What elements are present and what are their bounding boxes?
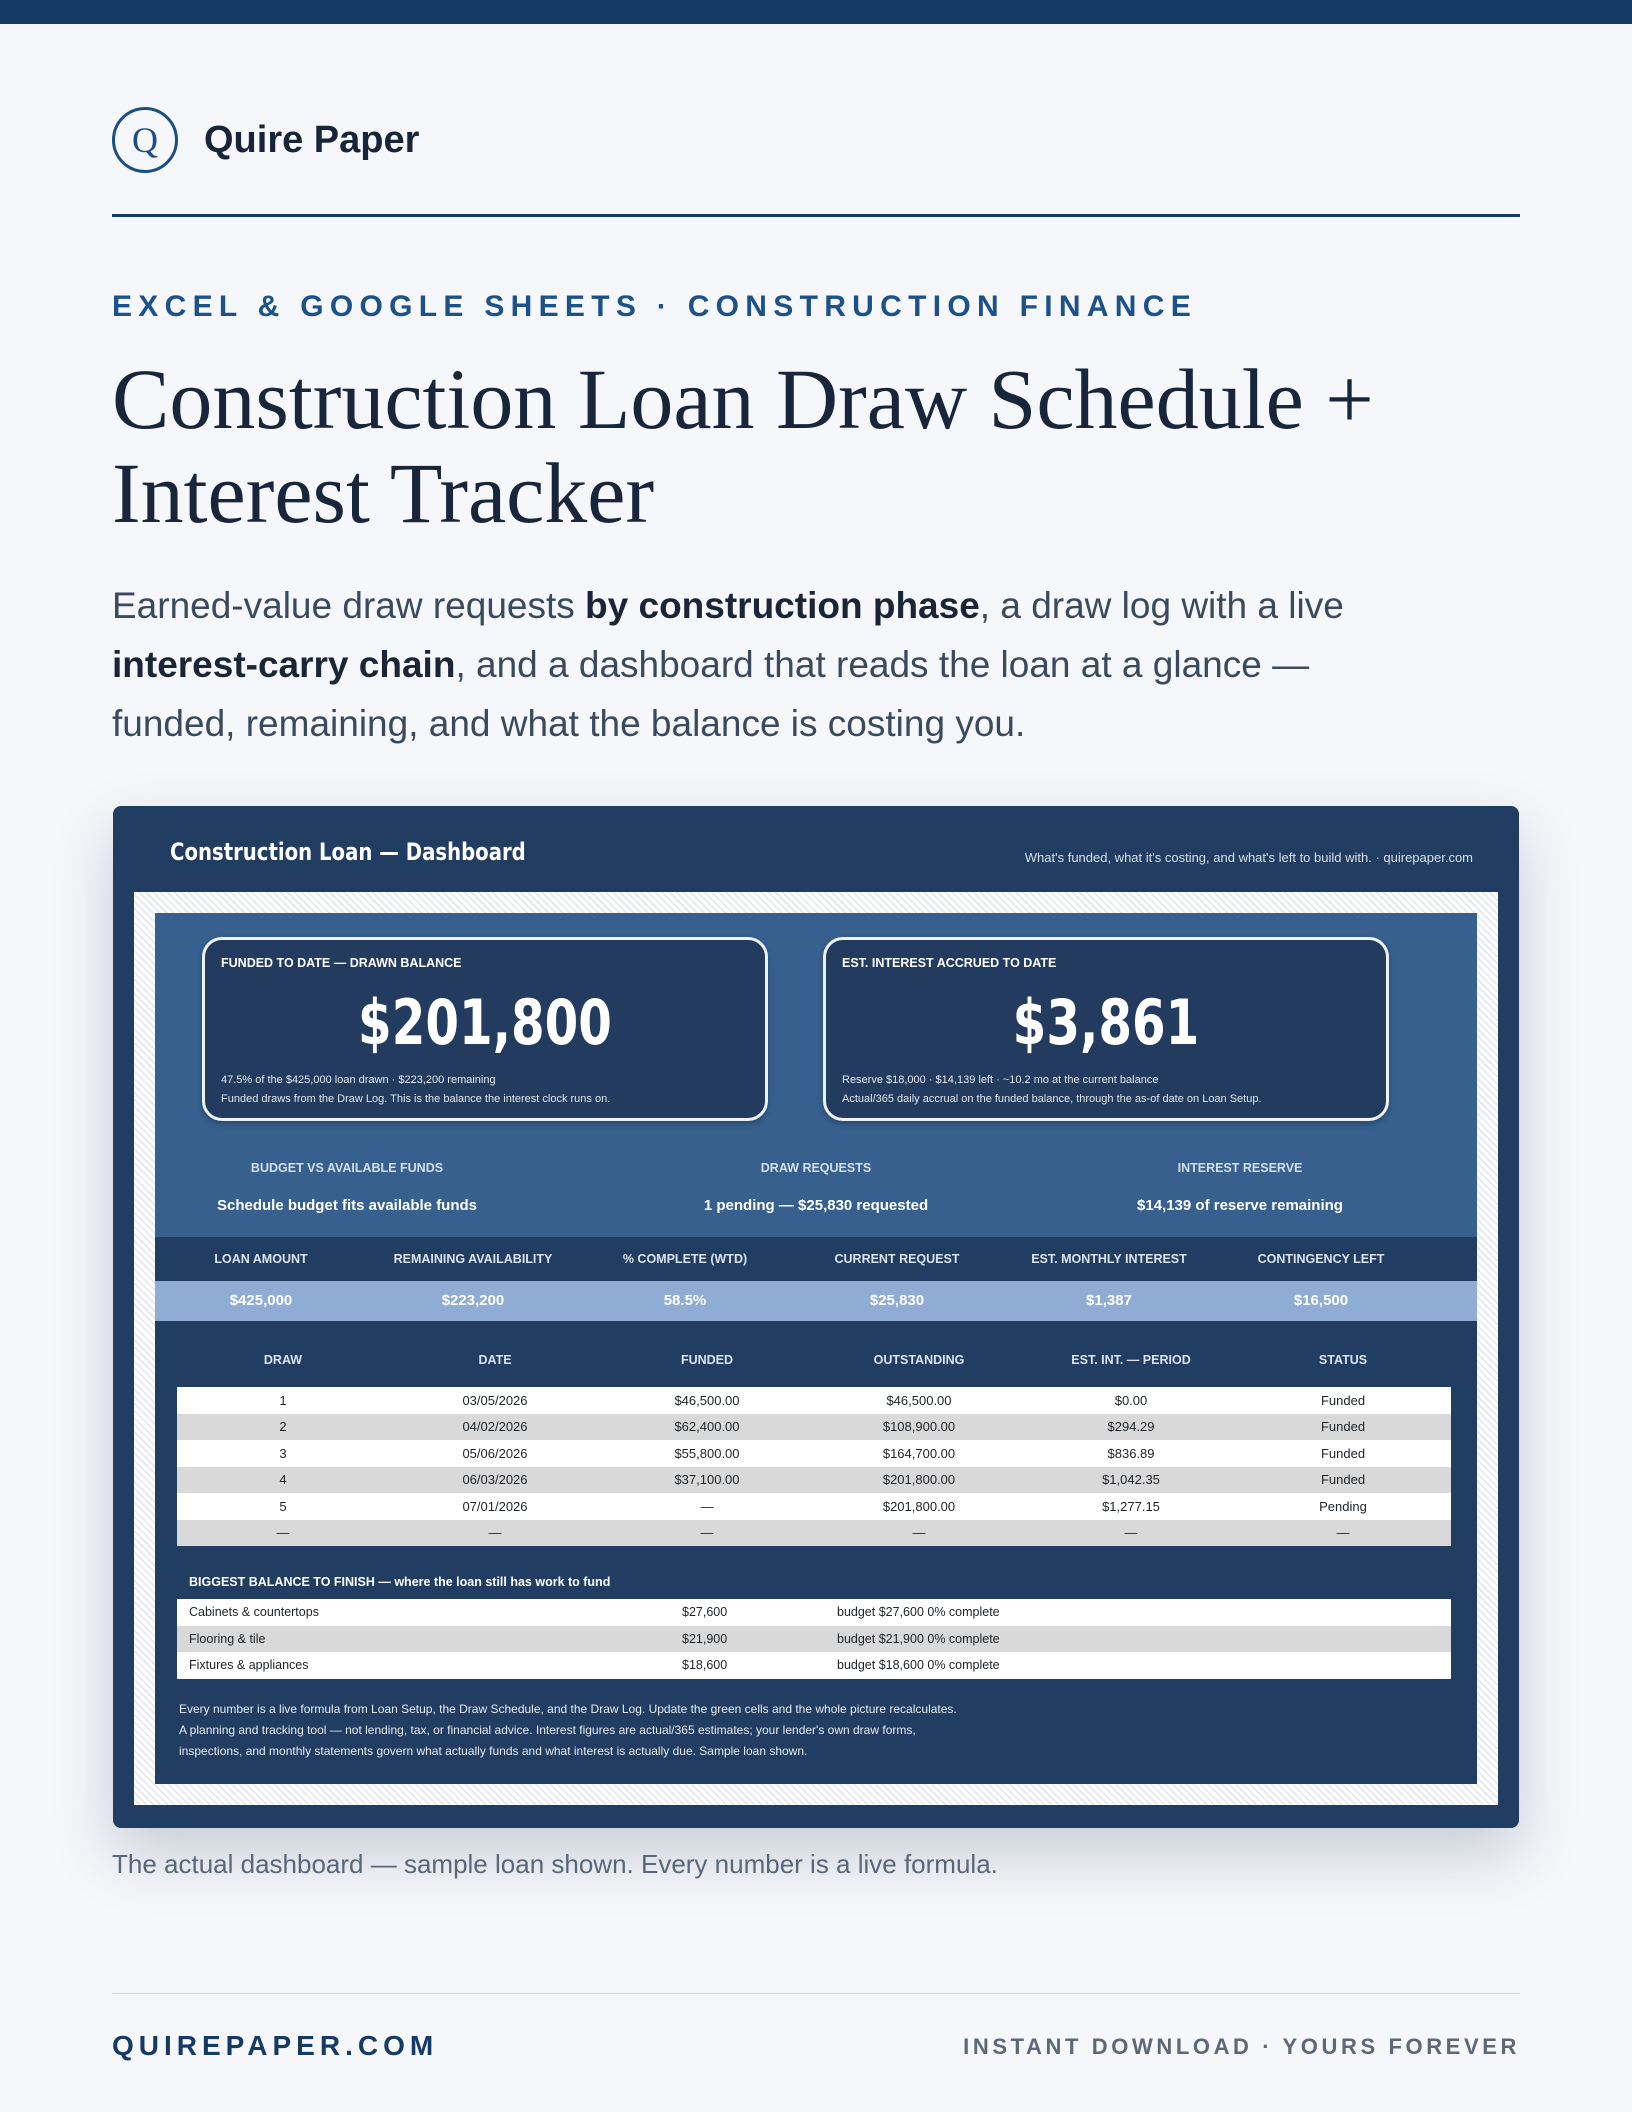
kpi-card-interest xyxy=(823,937,1389,1121)
metric-header: REMAINING AVAILABILITY xyxy=(393,1252,553,1266)
phase-balance: $21,900 xyxy=(682,1631,728,1646)
status-value: Schedule budget fits available funds xyxy=(216,1197,478,1214)
title-line-1: Construction Loan Draw Schedule + xyxy=(112,351,1374,447)
kpi-card-funded xyxy=(202,937,768,1121)
table-cell: — xyxy=(276,1525,290,1541)
disclaimer-line: inspections, and monthly statements govern what actually funds and what interest is actually due. Sample loan shown. xyxy=(179,1744,808,1758)
status-card-reserve xyxy=(1020,1161,1460,1214)
metric-value: $223,200 xyxy=(441,1292,505,1309)
phase-name: Fixtures & appliances xyxy=(189,1658,309,1673)
lede-text-1: Earned-value draw requests xyxy=(112,585,586,626)
kpi-detail: Reserve $18,000 · $14,139 left · ~10.2 mo at the current balance xyxy=(842,1074,1159,1086)
status-label: BUDGET VS AVAILABLE FUNDS xyxy=(250,1161,444,1175)
table-cell: $1,042.35 xyxy=(1102,1472,1160,1488)
dashboard-tagline: What's funded, what it's costing, and what's left to build with. · quirepaper.com xyxy=(1024,850,1473,865)
table-cell: 04/02/2026 xyxy=(462,1419,528,1435)
top-accent-bar xyxy=(0,0,1632,24)
brand-header[interactable] xyxy=(112,104,419,176)
table-cell: $108,900.00 xyxy=(882,1419,956,1435)
phase-name: Flooring & tile xyxy=(189,1631,266,1646)
kpi-value: $201,800 xyxy=(358,986,612,1059)
metric-value: $16,500 xyxy=(1293,1292,1349,1309)
title-line-2: Interest Tracker xyxy=(112,445,655,541)
table-cell: — xyxy=(700,1498,714,1514)
lede-text-3: , and a dashboard that reads the loan at a glance — funded, remaining, and what the balance is costing you. xyxy=(112,644,1310,744)
table-cell: — xyxy=(488,1525,502,1541)
table-cell: $294.29 xyxy=(1107,1419,1155,1435)
list-item xyxy=(177,1652,1451,1679)
kpi-value: $3,861 xyxy=(1012,986,1200,1059)
phase-budget-note: budget $27,600 0% complete xyxy=(837,1605,1000,1620)
table-cell: $0.00 xyxy=(1114,1392,1148,1408)
phase-budget-note: budget $18,600 0% complete xyxy=(837,1658,1000,1673)
product-description xyxy=(112,576,1412,753)
finish-section-title: BIGGEST BALANCE TO FINISH — where the loan still has work to fund xyxy=(189,1575,611,1589)
table-cell: 1 xyxy=(279,1392,287,1408)
table-cell: 07/01/2026 xyxy=(462,1498,528,1514)
table-cell: Pending xyxy=(1319,1498,1367,1514)
page-title xyxy=(112,352,1452,540)
dashboard-sheet xyxy=(155,913,1477,1784)
column-header: DRAW xyxy=(263,1353,303,1367)
column-header: STATUS xyxy=(1318,1353,1368,1367)
table-cell: $836.89 xyxy=(1107,1445,1155,1461)
table-cell: 3 xyxy=(279,1445,287,1461)
table-cell: — xyxy=(700,1525,714,1541)
table-row xyxy=(177,1440,1451,1467)
metric-header: CURRENT REQUEST xyxy=(834,1252,960,1266)
table-cell: 06/03/2026 xyxy=(462,1472,528,1488)
list-item xyxy=(177,1599,1451,1626)
brand-name: Quire Paper xyxy=(204,118,420,161)
table-cell: Funded xyxy=(1320,1392,1366,1408)
table-cell: 5 xyxy=(279,1498,287,1514)
screenshot-caption: The actual dashboard — sample loan shown. Every number is a live formula. xyxy=(112,1849,998,1879)
table-row xyxy=(177,1414,1451,1441)
table-cell: 4 xyxy=(279,1472,287,1488)
lede-emphasis-2: interest-carry chain xyxy=(112,644,456,685)
column-header: EST. INT. — PERIOD xyxy=(1071,1353,1191,1367)
metrics-value-row xyxy=(155,1281,1477,1321)
table-cell: $62,400.00 xyxy=(674,1419,740,1435)
metric-value: $1,387 xyxy=(1086,1292,1132,1309)
phase-name: Cabinets & countertops xyxy=(189,1605,319,1620)
status-value: $14,139 of reserve remaining xyxy=(1137,1197,1343,1214)
table-cell: Funded xyxy=(1320,1472,1366,1488)
column-header: DATE xyxy=(478,1353,512,1367)
table-cell: $201,800.00 xyxy=(882,1472,956,1488)
metric-header: EST. MONTHLY INTEREST xyxy=(1031,1252,1187,1266)
table-cell: $201,800.00 xyxy=(882,1498,956,1514)
header-divider xyxy=(112,214,1520,217)
table-row xyxy=(177,1467,1451,1494)
footer-site-link[interactable]: QUIREPAPER.COM xyxy=(112,2030,439,2061)
sheet-frame xyxy=(134,892,1498,1805)
footer-tagline: INSTANT DOWNLOAD · YOURS FOREVER xyxy=(963,2034,1520,2059)
status-value: 1 pending — $25,830 requested xyxy=(703,1197,929,1214)
table-cell: $1,277.15 xyxy=(1102,1498,1160,1514)
metric-value: $425,000 xyxy=(229,1292,293,1309)
dashboard-title: Construction Loan — Dashboard xyxy=(170,838,526,866)
dashboard-disclaimer xyxy=(179,1699,1179,1762)
kpi-note: Funded draws from the Draw Log. This is the balance the interest clock runs on. xyxy=(221,1093,611,1105)
draw-log-header xyxy=(177,1353,1451,1367)
lede-text-2: , a draw log with a live xyxy=(979,585,1344,626)
metric-header: % COMPLETE (WTD) xyxy=(622,1252,748,1266)
kpi-note: Actual/365 daily accrual on the funded balance, through the as-of date on Loan Setup. xyxy=(842,1093,1262,1105)
table-cell: $164,700.00 xyxy=(882,1445,956,1461)
phase-budget-note: budget $21,900 0% complete xyxy=(837,1631,1000,1646)
table-cell: $46,500.00 xyxy=(886,1392,952,1408)
footer-divider xyxy=(112,1993,1520,1994)
column-header: FUNDED xyxy=(680,1353,734,1367)
table-row xyxy=(177,1387,1451,1414)
table-cell: — xyxy=(1336,1525,1350,1541)
table-cell: 05/06/2026 xyxy=(462,1445,528,1461)
table-cell: 03/05/2026 xyxy=(462,1392,528,1408)
table-cell: $55,800.00 xyxy=(674,1445,740,1461)
metric-value: $25,830 xyxy=(869,1292,925,1309)
phase-balance: $18,600 xyxy=(682,1658,728,1673)
status-card-draws xyxy=(596,1161,1036,1214)
category-eyebrow: EXCEL & GOOGLE SHEETS · CONSTRUCTION FINANCE xyxy=(112,290,1198,323)
status-label: DRAW REQUESTS xyxy=(760,1161,872,1175)
metric-value: 58.5% xyxy=(663,1292,707,1309)
table-cell: 2 xyxy=(279,1419,287,1435)
metric-header: CONTINGENCY LEFT xyxy=(1257,1252,1385,1266)
status-label: INTEREST RESERVE xyxy=(1177,1161,1303,1175)
table-cell: — xyxy=(1124,1525,1138,1541)
status-card-budget xyxy=(127,1161,567,1214)
table-cell: — xyxy=(912,1525,926,1541)
phase-balance: $27,600 xyxy=(682,1605,728,1620)
table-row xyxy=(177,1520,1451,1547)
disclaimer-line: Every number is a live formula from Loan Setup, the Draw Schedule, and the Draw Log. Update the green cells and the whole picture recalculates. xyxy=(179,1702,957,1716)
table-cell: Funded xyxy=(1320,1445,1366,1461)
brand-logo: Q xyxy=(112,107,178,173)
draw-log-table xyxy=(177,1387,1451,1546)
lede-emphasis-1: by construction phase xyxy=(585,585,980,626)
finish-table xyxy=(177,1599,1451,1679)
table-cell: $46,500.00 xyxy=(674,1392,740,1408)
list-item xyxy=(177,1626,1451,1653)
disclaimer-line: A planning and tracking tool — not lending, tax, or financial advice. Interest figures are actual/365 estimates; your lender's own draw forms, xyxy=(179,1723,916,1737)
table-cell: Funded xyxy=(1320,1419,1366,1435)
table-cell: $37,100.00 xyxy=(674,1472,740,1488)
kpi-label: FUNDED TO DATE — DRAWN BALANCE xyxy=(221,956,462,970)
dashboard-screenshot xyxy=(113,806,1519,1828)
column-header: OUTSTANDING xyxy=(873,1353,965,1367)
metrics-header-row xyxy=(155,1237,1477,1281)
kpi-label: EST. INTEREST ACCRUED TO DATE xyxy=(842,956,1057,970)
metric-header: LOAN AMOUNT xyxy=(214,1252,308,1266)
kpi-detail: 47.5% of the $425,000 loan drawn · $223,200 remaining xyxy=(221,1074,496,1086)
table-row xyxy=(177,1493,1451,1520)
